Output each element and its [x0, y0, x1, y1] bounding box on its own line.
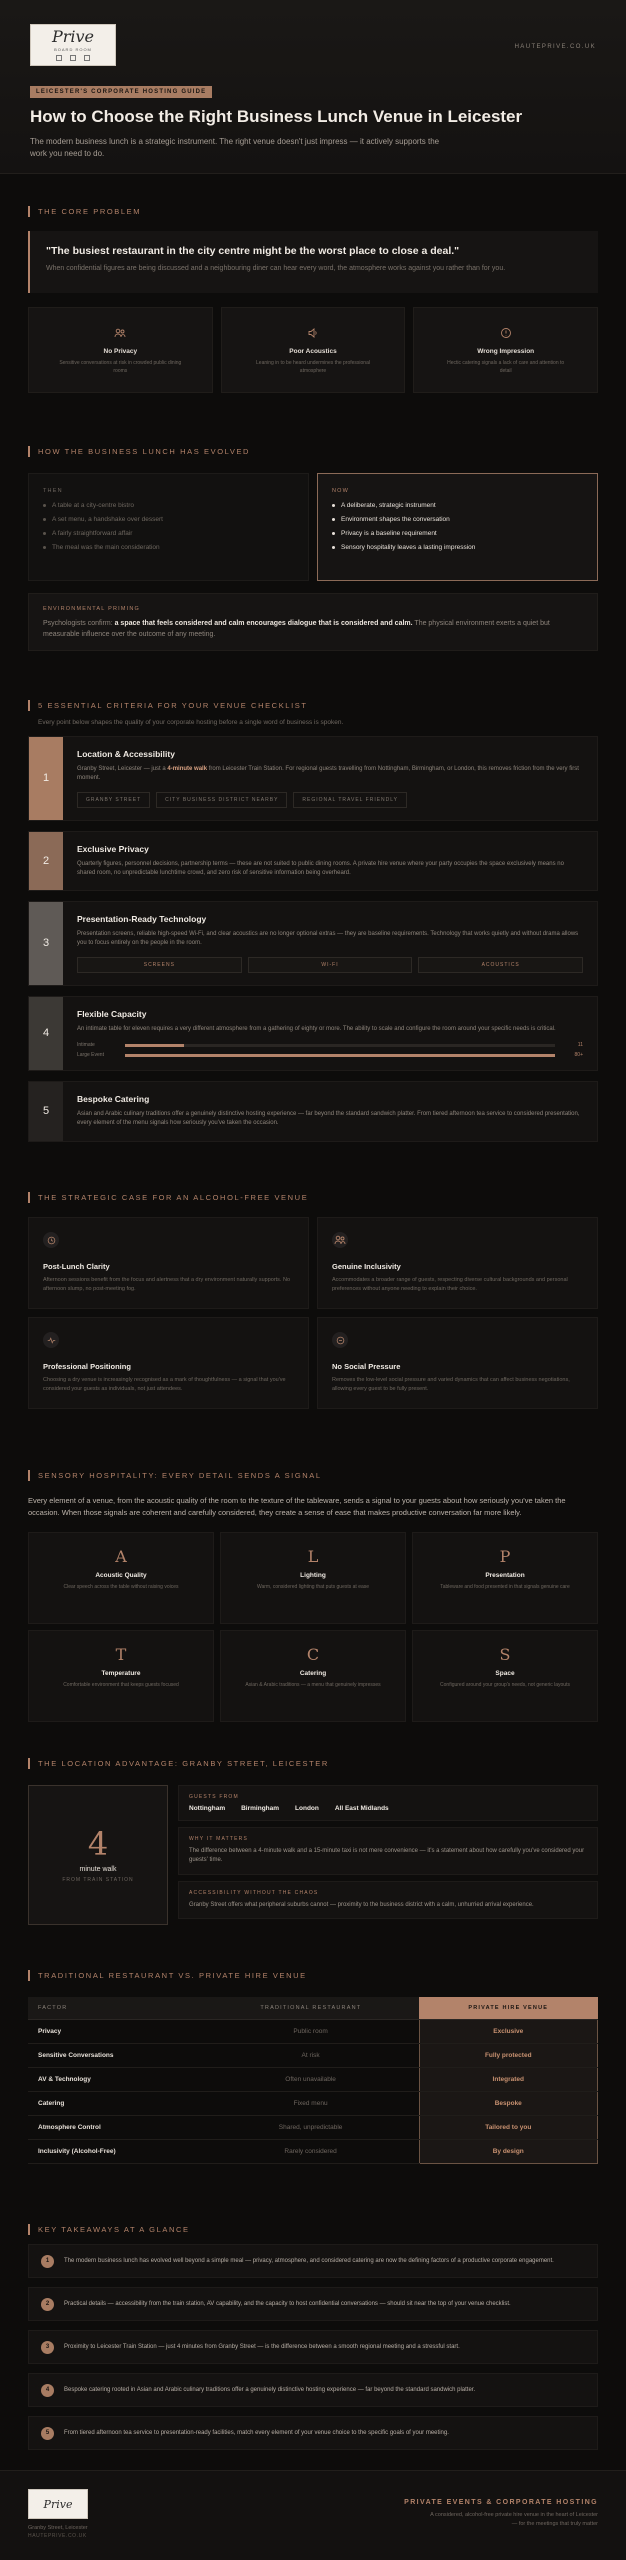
- capacity-track: [125, 1044, 555, 1047]
- capacity-row: [77, 1052, 583, 1058]
- why-box: [178, 1827, 598, 1875]
- capacity-fill: [125, 1054, 555, 1057]
- page-subtitle: The modern business lunch is a strategic instrument. The right venue doesn't just impress — it actively supports the work you need to do.: [30, 137, 440, 158]
- criteria-desc-highlight: 4-minute walk: [167, 766, 208, 772]
- criteria-item: [28, 831, 598, 892]
- list-item-text: A table at a city-centre bistro: [52, 502, 135, 509]
- sensory-card: [220, 1630, 406, 1722]
- tech-chips: [77, 957, 583, 973]
- sensory-card: [28, 1532, 214, 1624]
- sensory-letter: S: [499, 1645, 511, 1665]
- section-heading: THE LOCATION ADVANTAGE: GRANBY STREET, LEICESTER: [38, 1759, 329, 1768]
- criteria-item: [28, 901, 598, 986]
- strategic-desc: Afternoon sessions benefit from the focus and alertness that a dry environment naturally supports. No afternoon slump, no post-meeting fog.: [43, 1277, 291, 1292]
- capacity-row: [77, 1042, 583, 1048]
- section-heading: THE CORE PROBLEM: [38, 207, 142, 216]
- criteria-number: 5: [29, 1082, 63, 1141]
- criteria-list: [28, 736, 598, 1142]
- criteria-number: 1: [29, 737, 63, 820]
- table-cell: AV & Technology: [28, 2068, 203, 2092]
- list-item: [332, 502, 583, 509]
- sensory-card: [412, 1630, 598, 1722]
- guests-from-box: [178, 1785, 598, 1821]
- strategic-title: Genuine Inclusivity: [332, 1262, 401, 1271]
- footer-sub-1: A considered, alcohol-free private hire venue in the heart of Leicester: [430, 2512, 598, 2518]
- pulse-icon: [43, 1332, 59, 1348]
- takeaway-text: Practical details — accessibility from the train station, AV capability, and the capacity to host confidential conversations — should sit near the top of your venue checklist.: [64, 2300, 511, 2307]
- table-cell: Privacy: [28, 2020, 203, 2044]
- takeaway-item: [28, 2287, 598, 2321]
- logo-sub: BOARD ROOM: [54, 47, 92, 52]
- list-item: [332, 516, 583, 523]
- section-sub: Every point below shapes the quality of your corporate hosting before a single word of business is spoken.: [38, 719, 344, 726]
- list-item: [332, 544, 583, 551]
- sensory-grid: [28, 1532, 598, 1722]
- guide-tag: LEICESTER'S CORPORATE HOSTING GUIDE: [30, 86, 212, 98]
- capacity-value: 11: [577, 1042, 583, 1049]
- problem-cards: [28, 307, 598, 393]
- bullet-icon: [332, 532, 335, 535]
- access-label: ACCESSIBILITY WITHOUT THE CHAOS: [189, 1889, 319, 1896]
- list-item-text: A fairly straightforward affair: [52, 530, 133, 537]
- walk-label: minute walk: [79, 1865, 117, 1873]
- table-header: FACTOR: [28, 1997, 203, 2020]
- table-cell: Integrated: [419, 2068, 597, 2092]
- sensory-title: Catering: [299, 1670, 327, 1678]
- logo-marks: [56, 55, 90, 61]
- criteria-desc-text: Quarterly figures, personnel decisions, partnership terms — these are not suited to public dining rooms. A private hire venue where your party occupies the space exclusively means no shared room, no unpredictable lunchtime crowd, and zero risk of sensitive information being overheard.: [77, 860, 564, 876]
- location-chip: GRANBY STREET: [77, 792, 150, 808]
- sensory-section: [0, 1470, 626, 1722]
- criteria-title: Location & Accessibility: [77, 749, 175, 759]
- sensory-card: [28, 1630, 214, 1722]
- criteria-body: [63, 832, 597, 891]
- walk-sub: FROM TRAIN STATION: [62, 1876, 134, 1883]
- takeaway-number: 5: [41, 2427, 54, 2440]
- section-heading: 5 ESSENTIAL CRITERIA FOR YOUR VENUE CHECKLIST: [38, 701, 308, 710]
- strategic-desc: Accommodates a broader range of guests, respecting diverse cultural backgrounds and personal preferences without anyone needing to explain their choice.: [332, 1277, 568, 1292]
- takeaway-text: Proximity to Leicester Train Station — just 4 minutes from Granby Street — is the difference between a smooth regional meeting and a stressful start.: [64, 2343, 460, 2350]
- problem-card: [221, 307, 406, 393]
- brand-logo[interactable]: [30, 24, 116, 66]
- access-text: Granby Street offers what peripheral suburbs cannot — proximity to the business district with a calm, unhurried arrival experience.: [189, 1901, 534, 1908]
- then-panel: [28, 473, 309, 581]
- section-heading: SENSORY HOSPITALITY: EVERY DETAIL SENDS A SIGNAL: [38, 1471, 322, 1480]
- criteria-title: Bespoke Catering: [77, 1094, 150, 1105]
- problem-card-desc: Hectic catering signals a lack of care and attention to detail: [447, 360, 565, 374]
- section-heading: THE STRATEGIC CASE FOR AN ALCOHOL-FREE VENUE: [38, 1193, 309, 1202]
- sensory-card: [412, 1532, 598, 1624]
- quote-card: [28, 231, 598, 293]
- table-cell: Rarely considered: [203, 2140, 419, 2164]
- priming-card: [28, 593, 598, 651]
- table-row: [28, 2068, 598, 2092]
- sensory-title: Acoustic Quality: [95, 1572, 147, 1580]
- table-cell: Often unavailable: [203, 2068, 419, 2092]
- list-item: [43, 502, 294, 509]
- takeaway-text: Bespoke catering rooted in Asian and Arabic culinary traditions offer a genuinely distinctive hosting experience — far beyond the standard sandwich platter.: [64, 2386, 476, 2393]
- footer-logo-text: Prive: [43, 2497, 73, 2511]
- table-cell: At risk: [203, 2044, 419, 2068]
- sensory-desc: Configured around your group's needs, not generic layouts: [440, 1682, 570, 1689]
- criteria-body: [63, 997, 597, 1070]
- takeaway-text: From tiered afternoon tea service to presentation-ready facilities, match every element of your venue choice to the specific goals of your meeting.: [64, 2429, 449, 2436]
- table-header: PRIVATE HIRE VENUE: [419, 1997, 597, 2020]
- list-item-text: A deliberate, strategic instrument: [341, 502, 436, 509]
- table-cell: Fixed menu: [203, 2092, 419, 2116]
- takeaways-section: [0, 2224, 626, 2450]
- table-cell: Tailored to you: [419, 2116, 597, 2140]
- strategic-title: No Social Pressure: [332, 1362, 401, 1371]
- criteria-body: [63, 902, 597, 985]
- strategic-card: [28, 1217, 309, 1309]
- criteria-title: Flexible Capacity: [77, 1008, 147, 1019]
- sensory-letter: T: [115, 1645, 127, 1665]
- now-panel: [317, 473, 598, 581]
- sensory-desc: Tableware and food presented in that signals genuine care: [440, 1584, 570, 1591]
- table-row: [28, 2092, 598, 2116]
- criteria-desc: [77, 1025, 583, 1034]
- criteria-desc: [77, 860, 583, 879]
- table-cell: Catering: [28, 2092, 203, 2116]
- footer-address: Granby Street, Leicester: [28, 2525, 88, 2531]
- takeaway-text: The modern business lunch has evolved well beyond a simple meal — privacy, atmosphere, and considered catering are now the defining factors of a productive corporate engagement.: [64, 2257, 554, 2264]
- capacity-label: Large Event: [77, 1052, 104, 1059]
- speaker-icon: [307, 326, 319, 338]
- capacity-track: [125, 1054, 555, 1057]
- criteria-section: [0, 700, 626, 1142]
- table-cell: Shared, unpredictable: [203, 2116, 419, 2140]
- bullet-icon: [332, 546, 335, 549]
- criteria-desc: [77, 765, 583, 784]
- takeaway-item: [28, 2416, 598, 2450]
- site-url[interactable]: HAUTEPRIVE.CO.UK: [514, 44, 596, 50]
- strategic-section: [0, 1192, 626, 1409]
- criteria-body: [63, 1082, 597, 1141]
- capacity-label: Intimate: [77, 1042, 95, 1049]
- list-item-text: Sensory hospitality leaves a lasting impression: [341, 544, 476, 551]
- bullet-icon: [43, 518, 46, 521]
- logo-text: Prive: [51, 27, 95, 46]
- sensory-desc: Asian & Arabic traditions — a menu that genuinely impresses: [245, 1682, 381, 1689]
- list-item-text: Privacy is a baseline requirement: [341, 530, 437, 537]
- criteria-desc: [77, 1110, 583, 1129]
- takeaway-item: [28, 2244, 598, 2278]
- people-icon: [332, 1232, 348, 1248]
- sensory-letter: A: [115, 1547, 127, 1567]
- clock-icon: [43, 1232, 59, 1248]
- strategic-card: [317, 1317, 598, 1409]
- problem-card-title: Poor Acoustics: [289, 348, 337, 355]
- criteria-number: 2: [29, 832, 63, 891]
- capacity-value: 80+: [574, 1052, 583, 1059]
- then-label: THEN: [43, 488, 63, 494]
- why-text: The difference between a 4-minute walk and a 15-minute taxi is not mere convenience — it's a statement about how carefully you've considered your guests' time.: [189, 1848, 585, 1864]
- city-name: Nottingham: [189, 1805, 226, 1812]
- problem-card-desc: Sensitive conversations at risk in crowded public dining rooms: [59, 360, 182, 374]
- table-cell: Atmosphere Control: [28, 2116, 203, 2140]
- problem-card-title: No Privacy: [103, 348, 138, 355]
- criteria-body: [63, 737, 597, 820]
- list-item-text: A set menu, a handshake over dessert: [52, 516, 163, 523]
- bullet-icon: [43, 504, 46, 507]
- sensory-desc: Clear speech across the table without raising voices: [63, 1584, 179, 1591]
- location-chip: CITY BUSINESS DISTRICT NEARBY: [156, 792, 287, 808]
- criteria-desc-text: Granby Street, Leicester — just a: [77, 766, 168, 772]
- bullet-icon: [43, 532, 46, 535]
- strategic-grid: [28, 1217, 598, 1409]
- criteria-desc-text: from Leicester Train Station. For regional guests travelling from Nottingham, Birmingham, or London, this removes friction from the very first moment.: [77, 766, 579, 782]
- section-heading: HOW THE BUSINESS LUNCH HAS EVOLVED: [38, 447, 251, 456]
- sensory-card: [220, 1532, 406, 1624]
- city-name: Birmingham: [241, 1805, 280, 1812]
- sensory-desc: Comfortable environment that keeps guests focused: [63, 1682, 179, 1689]
- why-label: WHY IT MATTERS: [189, 1836, 249, 1842]
- criteria-item: [28, 996, 598, 1071]
- strategic-title: Post-Lunch Clarity: [43, 1262, 110, 1271]
- hero-header: [0, 0, 626, 174]
- problem-card-desc: Leaning in to be heard undermines the professional atmosphere: [256, 360, 370, 374]
- table-cell: Sensitive Conversations: [28, 2044, 203, 2068]
- sensory-letter: L: [307, 1547, 319, 1567]
- capacity-fill: [125, 1044, 184, 1047]
- criteria-desc: [77, 930, 583, 949]
- tech-chip: ACOUSTICS: [418, 957, 583, 973]
- evolved-section: [0, 446, 626, 651]
- table-cell: By design: [419, 2140, 597, 2164]
- footer-heading: PRIVATE EVENTS & CORPORATE HOSTING: [404, 2499, 598, 2506]
- criteria-title: Presentation-Ready Technology: [77, 914, 207, 925]
- table-row: [28, 2116, 598, 2140]
- walk-time-card: [28, 1785, 168, 1925]
- shield-icon: [332, 1332, 348, 1348]
- tech-chip: SCREENS: [77, 957, 242, 973]
- footer-logo[interactable]: [28, 2489, 88, 2519]
- strategic-card: [28, 1317, 309, 1409]
- footer-address-2[interactable]: HAUTEPRIVE.CO.UK: [28, 2533, 87, 2539]
- table-row: [28, 2020, 598, 2044]
- section-heading: KEY TAKEAWAYS AT A GLANCE: [38, 2225, 190, 2234]
- quote-sub: When confidential figures are being discussed and a neighbouring diner can hear every word, the atmosphere works against you rather than for you.: [46, 265, 506, 272]
- strategic-desc: Removes the low-level social pressure and varied dynamics that can affect business negotiations, allowing every guest to be fully present.: [332, 1377, 570, 1392]
- bullet-icon: [332, 504, 335, 507]
- problem-card-title: Wrong Impression: [477, 348, 535, 355]
- table-cell: Inclusivity (Alcohol-Free): [28, 2140, 203, 2164]
- takeaway-item: [28, 2373, 598, 2407]
- tech-chip: WI-FI: [248, 957, 413, 973]
- bullet-icon: [43, 546, 46, 549]
- section-heading: TRADITIONAL RESTAURANT VS. PRIVATE HIRE VENUE: [38, 1971, 307, 1980]
- table-cell: Public room: [203, 2020, 419, 2044]
- strategic-card: [317, 1217, 598, 1309]
- walk-number: 4: [87, 1824, 109, 1863]
- city-name: All East Midlands: [334, 1805, 389, 1812]
- core-problem-section: [0, 206, 626, 393]
- city-name: London: [295, 1805, 319, 1812]
- table-cell: Fully protected: [419, 2044, 597, 2068]
- people-icon: [114, 326, 126, 338]
- capacity-bars: [77, 1042, 583, 1058]
- list-item: [43, 544, 294, 551]
- strategic-title: Professional Positioning: [43, 1362, 131, 1371]
- table-row: [28, 2044, 598, 2068]
- sensory-title: Lighting: [300, 1572, 326, 1580]
- sensory-title: Temperature: [101, 1670, 141, 1678]
- location-chip: REGIONAL TRAVEL FRIENDLY: [293, 792, 407, 808]
- comparison-section: [0, 1970, 626, 2164]
- access-box: [178, 1881, 598, 1919]
- criteria-desc-text: An intimate table for eleven requires a very different atmosphere from a gathering of eighty or more. The ability to scale and configure the room around your specific needs is critical.: [77, 1025, 556, 1032]
- criteria-desc-text: Presentation screens, reliable high-speed Wi-Fi, and clear acoustics are no longer optional extras — they are baseline requirements. Technology that works quietly and without drama allows you to focus entirely on the people in the room.: [77, 931, 579, 947]
- strategic-desc: Choosing a dry venue is increasingly recognised as a mark of thoughtfulness — a signal that you've considered your guests as individuals, not just attendees.: [43, 1377, 286, 1392]
- table-cell: Exclusive: [419, 2020, 597, 2044]
- quote-text: "The busiest restaurant in the city centre might be the worst place to close a deal.": [46, 245, 460, 257]
- priming-label: ENVIRONMENTAL PRIMING: [43, 606, 141, 612]
- guests-label: GUESTS FROM: [189, 1794, 239, 1800]
- sensory-title: Presentation: [485, 1572, 525, 1580]
- criteria-number: 3: [29, 902, 63, 985]
- alert-icon: [500, 326, 512, 338]
- sensory-letter: P: [499, 1547, 511, 1567]
- sensory-letter: C: [306, 1645, 320, 1665]
- page-footer: [0, 2470, 626, 2560]
- criteria-title: Exclusive Privacy: [77, 843, 149, 854]
- criteria-item: [28, 1081, 598, 1142]
- sensory-intro: Every element of a venue, from the acoustic quality of the room to the texture of the tableware, sends a signal to your guests about how seriously you've taken the occasion. When those signals are coherent and carefully considered, they create a sense of ease that makes productive conversation far more likely.: [28, 1496, 566, 1517]
- takeaway-item: [28, 2330, 598, 2364]
- criteria-desc-text: Asian and Arabic culinary traditions offer a genuinely distinctive hosting experience — far beyond the standard sandwich platter. From tiered afternoon tea service to considered presentation, every element of the menu signals how seriously you've taken the occasion.: [77, 1111, 580, 1127]
- takeaway-number: 2: [41, 2298, 54, 2311]
- takeaways-list: [28, 2244, 598, 2450]
- list-item-text: Environment shapes the conversation: [341, 516, 450, 523]
- now-label: NOW: [332, 488, 350, 494]
- sensory-desc: Warm, considered lighting that puts guests at ease: [256, 1584, 370, 1591]
- table-row: [28, 2140, 598, 2164]
- problem-card: [413, 307, 598, 393]
- table-cell: Bespoke: [419, 2092, 597, 2116]
- list-item: [43, 516, 294, 523]
- location-chips: [77, 792, 583, 808]
- problem-card: [28, 307, 213, 393]
- footer-sub-2: — for the meetings that truly matter: [511, 2521, 598, 2528]
- sensory-title: Space: [495, 1670, 515, 1678]
- takeaway-number: 3: [41, 2341, 54, 2354]
- location-section: [0, 1758, 626, 1925]
- table-header: TRADITIONAL RESTAURANT: [203, 1997, 419, 2020]
- comparison-table: [28, 1997, 598, 2164]
- takeaway-number: 4: [41, 2384, 54, 2397]
- priming-text: Psychologists confirm: a space that feels considered and calm encourages dialogue that is considered and calm. The physical environment exerts a quiet but measurable influence over the outcome of any meeting.: [43, 620, 550, 638]
- page-title: How to Choose the Right Business Lunch Venue in Leicester: [30, 107, 523, 126]
- criteria-item: [28, 736, 598, 821]
- takeaway-number: 1: [41, 2255, 54, 2268]
- bullet-icon: [332, 518, 335, 521]
- list-item: [43, 530, 294, 537]
- criteria-number: 4: [29, 997, 63, 1070]
- list-item-text: The meal was the main consideration: [52, 544, 160, 551]
- list-item: [332, 530, 583, 537]
